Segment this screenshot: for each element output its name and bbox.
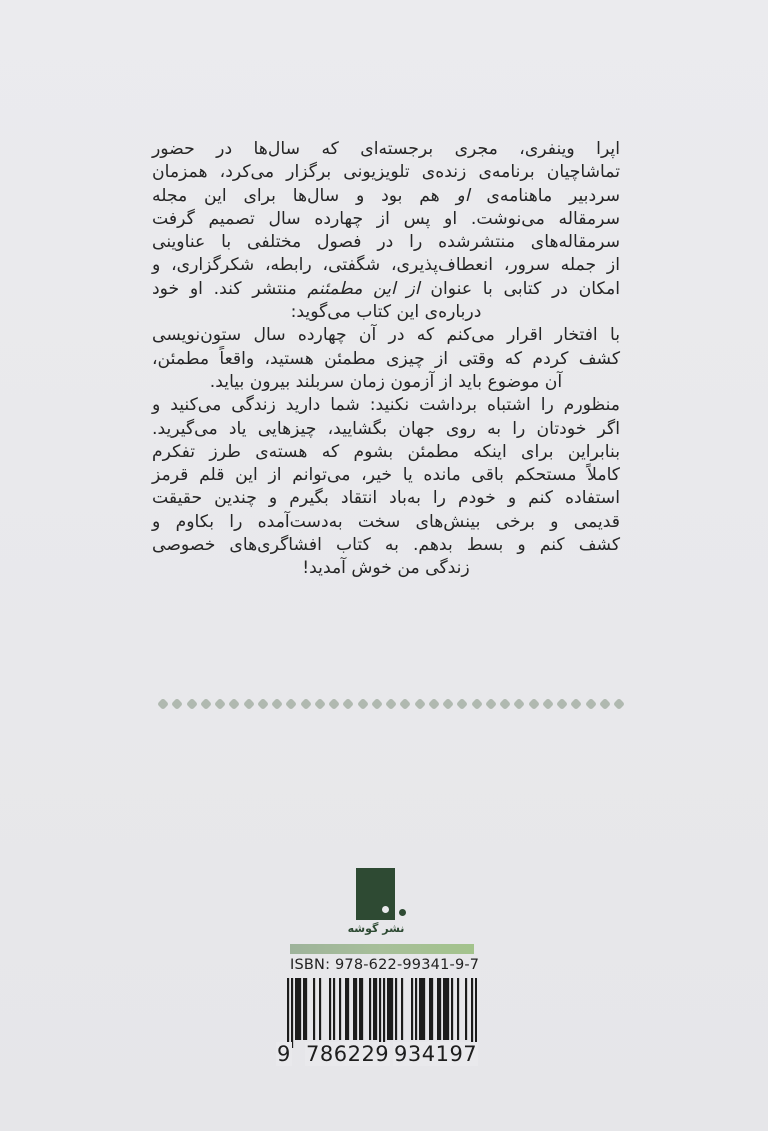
divider-dot — [542, 698, 554, 710]
divider-dot — [356, 698, 368, 710]
barcode-bar — [329, 978, 331, 1040]
divider-dot — [285, 698, 297, 710]
barcode-guard-bar — [471, 978, 473, 1048]
blurb-line-part: سردبیر ماهنامه‌ی — [469, 185, 620, 206]
barcode-bar — [415, 978, 417, 1040]
barcode-bar — [347, 978, 349, 1040]
divider-dot — [513, 698, 525, 710]
divider-dot — [485, 698, 497, 710]
barcode-bar — [411, 978, 413, 1040]
divider-dot — [200, 698, 212, 710]
divider-dot — [499, 698, 511, 710]
barcode-bar — [373, 978, 375, 1040]
divider-dot — [570, 698, 582, 710]
barcode-digits-left: 786229 — [306, 1042, 390, 1066]
quote-line: استفاده کنم و خودم را به‌باد انتقاد بگیرم و چندین حقیقت — [152, 488, 620, 509]
barcode-bar — [353, 978, 355, 1040]
barcode-bar — [465, 978, 467, 1040]
divider-dot — [328, 698, 340, 710]
barcode-bar — [303, 978, 305, 1040]
barcode-bar — [451, 978, 453, 1040]
quote-line: کشف کردم که وقتی از چیزی مطمئن هستید، واقعاً مطمئن، — [152, 348, 620, 369]
divider-dot — [314, 698, 326, 710]
quote-line: منظورم را اشتباه برداشت نکنید: شما دارید زندگی می‌کنید و — [152, 395, 620, 416]
blurb-line-part: منتشر کند. او خود — [152, 278, 308, 299]
barcode-digit-lead: 9 — [277, 1042, 291, 1066]
barcode-bar — [345, 978, 347, 1040]
divider-dot — [242, 698, 254, 710]
divider-dot — [599, 698, 611, 710]
barcode-bar — [359, 978, 361, 1040]
book-title: از این مطمئنم — [307, 278, 420, 299]
divider-dot — [470, 698, 482, 710]
logo-outer-dot-icon — [399, 909, 406, 916]
blurb-text — [152, 138, 620, 581]
dotted-divider — [158, 698, 624, 710]
barcode-bar — [339, 978, 341, 1040]
divider-dot — [556, 698, 568, 710]
blurb-line: سرمقاله‌های منتشرشده را در فصول مختلفی با عناوینی — [152, 232, 620, 253]
divider-dot — [214, 698, 226, 710]
green-accent-bar — [290, 944, 474, 954]
divider-dot — [371, 698, 383, 710]
barcode-bar — [423, 978, 425, 1040]
barcode-bar — [295, 978, 297, 1040]
divider-dot — [399, 698, 411, 710]
barcode-guard-bar — [287, 978, 289, 1048]
divider-dot — [271, 698, 283, 710]
quote-line: زندگی من خوش آمدید! — [302, 558, 470, 579]
divider-dot — [257, 698, 269, 710]
divider-dot — [299, 698, 311, 710]
barcode-bar — [369, 978, 371, 1040]
divider-dot — [456, 698, 468, 710]
barcode-bar — [355, 978, 357, 1040]
barcode-bar — [313, 978, 315, 1040]
barcode-guard-bar — [291, 978, 293, 1048]
barcode-bar — [375, 978, 377, 1040]
blurb-line: اپرا وینفری، مجری برجسته‌ای که سال‌ها در حضور — [152, 139, 620, 159]
isbn-label: ISBN: 978-622-99341-9-7 — [290, 957, 480, 973]
blurb-line: درباره‌ی این کتاب می‌گوید: — [290, 302, 482, 323]
barcode-bar — [391, 978, 393, 1040]
barcode-bar — [445, 978, 447, 1040]
divider-dot — [442, 698, 454, 710]
blurb-line: تماشاچیان برنامه‌ی زنده‌ی تلویزیونی برگزار می‌کرد، همزمان — [152, 162, 620, 183]
quote-line: کاملاً مستحکم باقی مانده یا خیر، می‌توانم از این قلم قرمز — [152, 465, 620, 486]
barcode-digits-right: 934197 — [394, 1042, 478, 1066]
barcode-bar — [419, 978, 421, 1040]
barcode-guard-bar — [379, 978, 381, 1048]
barcode-bar — [457, 978, 459, 1040]
barcode-bar — [333, 978, 335, 1040]
barcode-bar — [421, 978, 423, 1040]
barcode-bar — [447, 978, 449, 1040]
magazine-name: او — [456, 185, 470, 206]
barcode-bar — [437, 978, 439, 1040]
blurb-line: سرمقاله می‌نوشت. او پس از چهارده سال تصمیم گرفت — [152, 208, 620, 229]
divider-dot — [584, 698, 596, 710]
quote-line: کشف کنم و بسط بدهم. به کتاب افشاگری‌های خصوصی — [152, 535, 620, 556]
barcode-bar — [299, 978, 301, 1040]
quote-line: آن موضوع باید از آزمون زمان سربلند بیرون بیاید. — [209, 371, 563, 392]
divider-dot — [342, 698, 354, 710]
blurb-line-part: هم بود و سال‌ها برای این مجله — [152, 185, 457, 206]
blurb-line-part: امکان در کتابی با عنوان — [419, 278, 620, 299]
quote-line: اگر خودتان را به روی جهان بگشایید، چیزهایی یاد می‌گیرید. — [152, 418, 620, 439]
logo-inner-dot-icon — [382, 906, 389, 913]
divider-dot — [428, 698, 440, 710]
barcode-bar — [387, 978, 389, 1040]
barcode-bar — [429, 978, 431, 1040]
divider-dot — [228, 698, 240, 710]
barcode-bar — [401, 978, 403, 1040]
blurb-line — [152, 185, 620, 208]
divider-dot — [527, 698, 539, 710]
barcode-bar — [443, 978, 445, 1040]
barcode-bar — [395, 978, 397, 1040]
blurb-line: از جمله سرور، انعطاف‌پذیری، شگفتی، رابطه، شکرگزاری، و — [152, 255, 620, 276]
barcode-bar — [305, 978, 307, 1040]
divider-dot — [171, 698, 183, 710]
barcode-bar — [361, 978, 363, 1040]
publisher-logo — [340, 862, 430, 942]
barcode-bar — [439, 978, 441, 1040]
divider-dot — [185, 698, 197, 710]
barcode-bar — [319, 978, 321, 1040]
divider-dot — [385, 698, 397, 710]
quote-line: با افتخار اقرار می‌کنم که در آن چهارده سال ستون‌نویسی — [152, 325, 620, 346]
logo-mark-icon — [356, 868, 395, 920]
barcode-bars — [287, 978, 477, 1048]
divider-dot — [413, 698, 425, 710]
barcode-bar — [389, 978, 391, 1040]
blurb-line — [152, 278, 620, 301]
barcode-bar — [297, 978, 299, 1040]
quote-line: بنابراین برای اینکه مطمئن بشوم که هسته‌ی طرز تفکرم — [152, 441, 620, 462]
publisher-name: نشر گوشه — [347, 922, 405, 935]
barcode-guard-bar — [383, 978, 385, 1048]
barcode-bar — [431, 978, 433, 1040]
divider-dot — [157, 698, 169, 710]
divider-dot — [613, 698, 625, 710]
quote-line: قدیمی و برخی بینش‌های سخت به‌دست‌آمده را بکاوم و — [152, 511, 620, 532]
barcode-guard-bar — [475, 978, 477, 1048]
